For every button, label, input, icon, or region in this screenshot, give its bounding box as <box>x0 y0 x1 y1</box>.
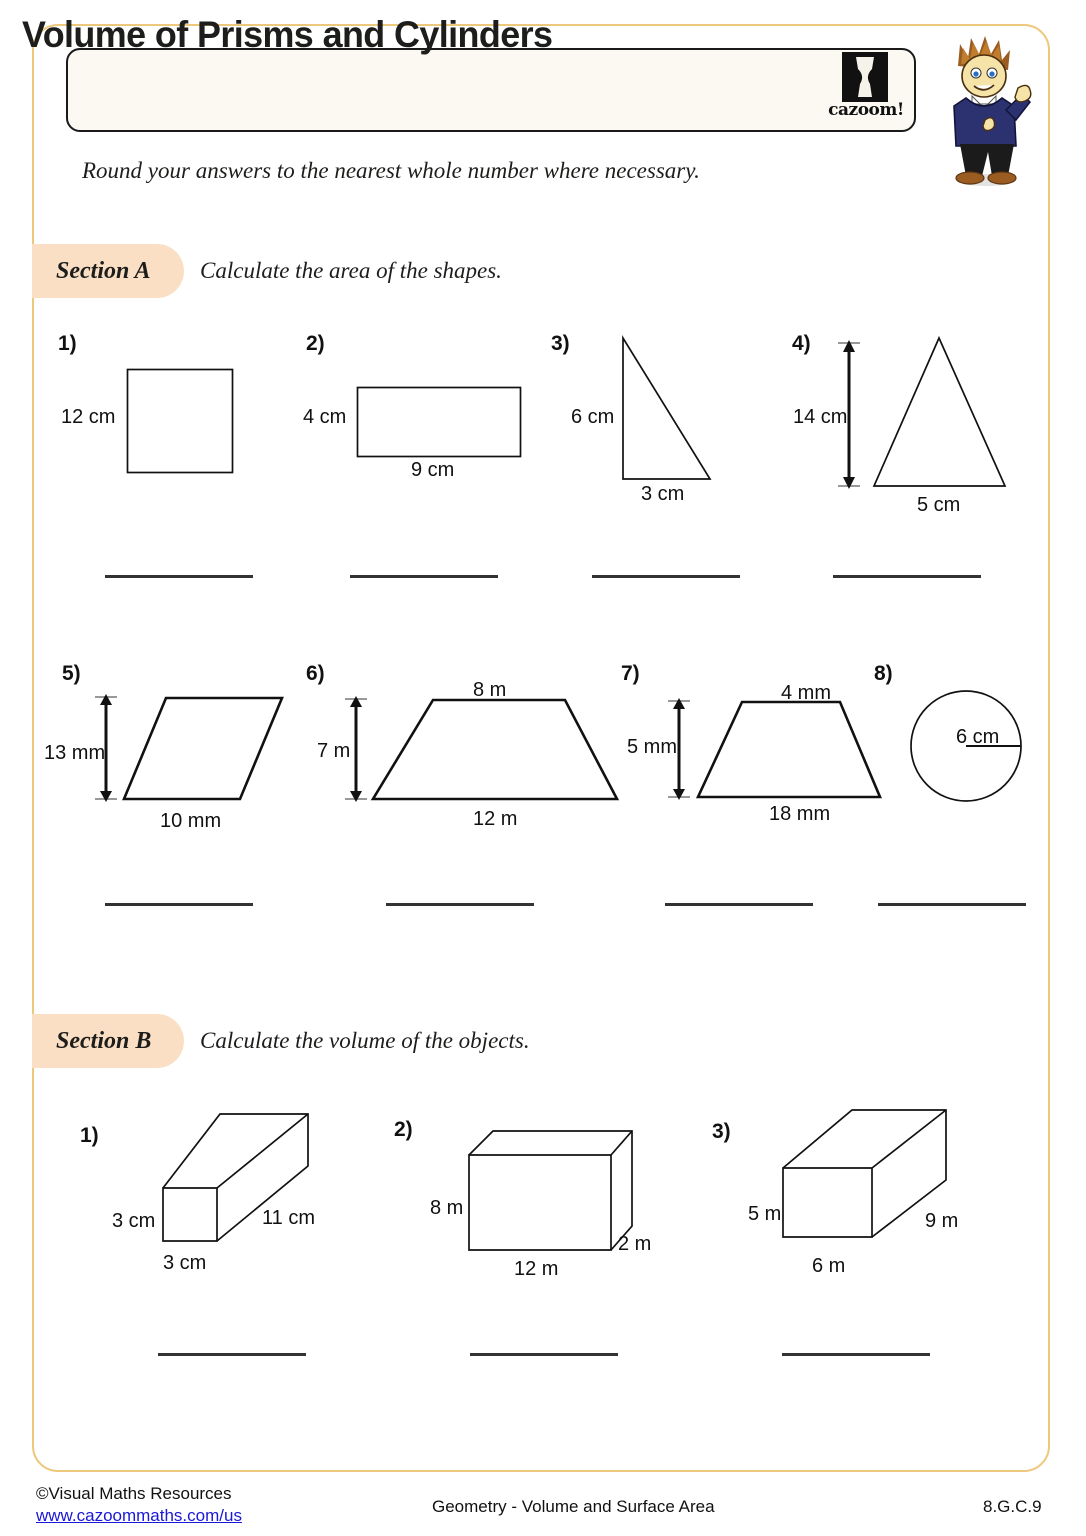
label-a6-bottom: 12 m <box>473 808 518 830</box>
question-a6-number: 6) <box>306 662 325 685</box>
label-a4-left: 14 cm <box>793 406 848 428</box>
title-box <box>66 48 916 132</box>
footer-code: 8.G.C.9 <box>983 1497 1042 1516</box>
question-a4-number: 4) <box>792 332 811 355</box>
logo-wordmark: cazoom! <box>828 100 904 120</box>
answer-line-a4[interactable] <box>833 575 981 578</box>
section-a-description: Calculate the area of the shapes. <box>200 258 502 283</box>
label-a5-left: 13 mm <box>44 742 106 764</box>
footer-center-text: Geometry - Volume and Surface Area <box>432 1497 715 1516</box>
footer-copyright: ©Visual Maths Resources <box>36 1484 232 1503</box>
section-a-label: Section A <box>56 258 151 284</box>
answer-line-a5[interactable] <box>105 903 253 906</box>
cazoom-vase-icon <box>853 56 877 98</box>
question-b3-number: 3) <box>712 1120 731 1143</box>
label-b2-height: 8 m <box>430 1197 464 1219</box>
label-b2-depth: 2 m <box>618 1233 652 1255</box>
shape-parallelogram <box>122 696 284 802</box>
label-b3-depth: 9 m <box>925 1210 959 1232</box>
label-a3-left: 6 cm <box>571 406 615 428</box>
label-a7-left: 5 mm <box>627 736 677 758</box>
shape-cuboid-b2 <box>466 1128 634 1260</box>
question-b1-number: 1) <box>80 1124 99 1147</box>
label-a8-radius: 6 cm <box>956 726 1000 748</box>
label-a6-left: 7 m <box>317 740 351 762</box>
shape-trapezoid-a6 <box>371 698 619 802</box>
label-b1-width: 3 cm <box>163 1252 207 1274</box>
answer-line-a8[interactable] <box>878 903 1026 906</box>
label-a7-top: 4 mm <box>781 682 831 704</box>
answer-line-a3[interactable] <box>592 575 740 578</box>
label-b1-height: 3 cm <box>112 1210 156 1232</box>
question-a8-number: 8) <box>874 662 893 685</box>
shape-right-triangle <box>621 336 713 486</box>
cazoom-logo <box>820 50 912 128</box>
answer-line-a2[interactable] <box>350 575 498 578</box>
shape-trapezoid-a7 <box>696 700 882 800</box>
label-a7-bottom: 18 mm <box>769 803 831 825</box>
answer-line-b3[interactable] <box>782 1353 930 1356</box>
shape-triangle <box>868 336 1008 490</box>
question-a1-number: 1) <box>58 332 77 355</box>
instruction-text: Round your answers to the nearest whole number where necessary. <box>82 158 700 183</box>
label-b1-depth: 11 cm <box>262 1207 315 1229</box>
section-b-label: Section B <box>56 1028 152 1054</box>
label-a6-top: 8 m <box>473 679 507 701</box>
shape-square <box>126 368 234 474</box>
label-a2-left: 4 cm <box>303 406 347 428</box>
section-b-description: Calculate the volume of the objects. <box>200 1028 530 1053</box>
answer-line-b1[interactable] <box>158 1353 306 1356</box>
mascot-icon <box>930 28 1038 188</box>
question-a2-number: 2) <box>306 332 325 355</box>
answer-line-b2[interactable] <box>470 1353 618 1356</box>
answer-line-a6[interactable] <box>386 903 534 906</box>
label-a2-bottom: 9 cm <box>411 459 455 481</box>
question-a3-number: 3) <box>551 332 570 355</box>
page-title: Volume of Prisms and Cylinders <box>22 14 553 55</box>
label-b2-width: 12 m <box>514 1258 559 1280</box>
label-a5-bottom: 10 mm <box>160 810 222 832</box>
question-b2-number: 2) <box>394 1118 413 1141</box>
question-a5-number: 5) <box>62 662 81 685</box>
question-a7-number: 7) <box>621 662 640 685</box>
label-b3-height: 5 m <box>748 1203 782 1225</box>
label-a3-bottom: 3 cm <box>641 483 685 505</box>
answer-line-a1[interactable] <box>105 575 253 578</box>
answer-line-a7[interactable] <box>665 903 813 906</box>
shape-rectangle <box>356 386 522 458</box>
label-a4-bottom: 5 cm <box>917 494 961 516</box>
footer-link[interactable]: www.cazoommaths.com/us <box>36 1506 242 1525</box>
label-a1-left: 12 cm <box>61 406 116 428</box>
label-b3-width: 6 m <box>812 1255 846 1277</box>
footer <box>0 1480 1086 1536</box>
